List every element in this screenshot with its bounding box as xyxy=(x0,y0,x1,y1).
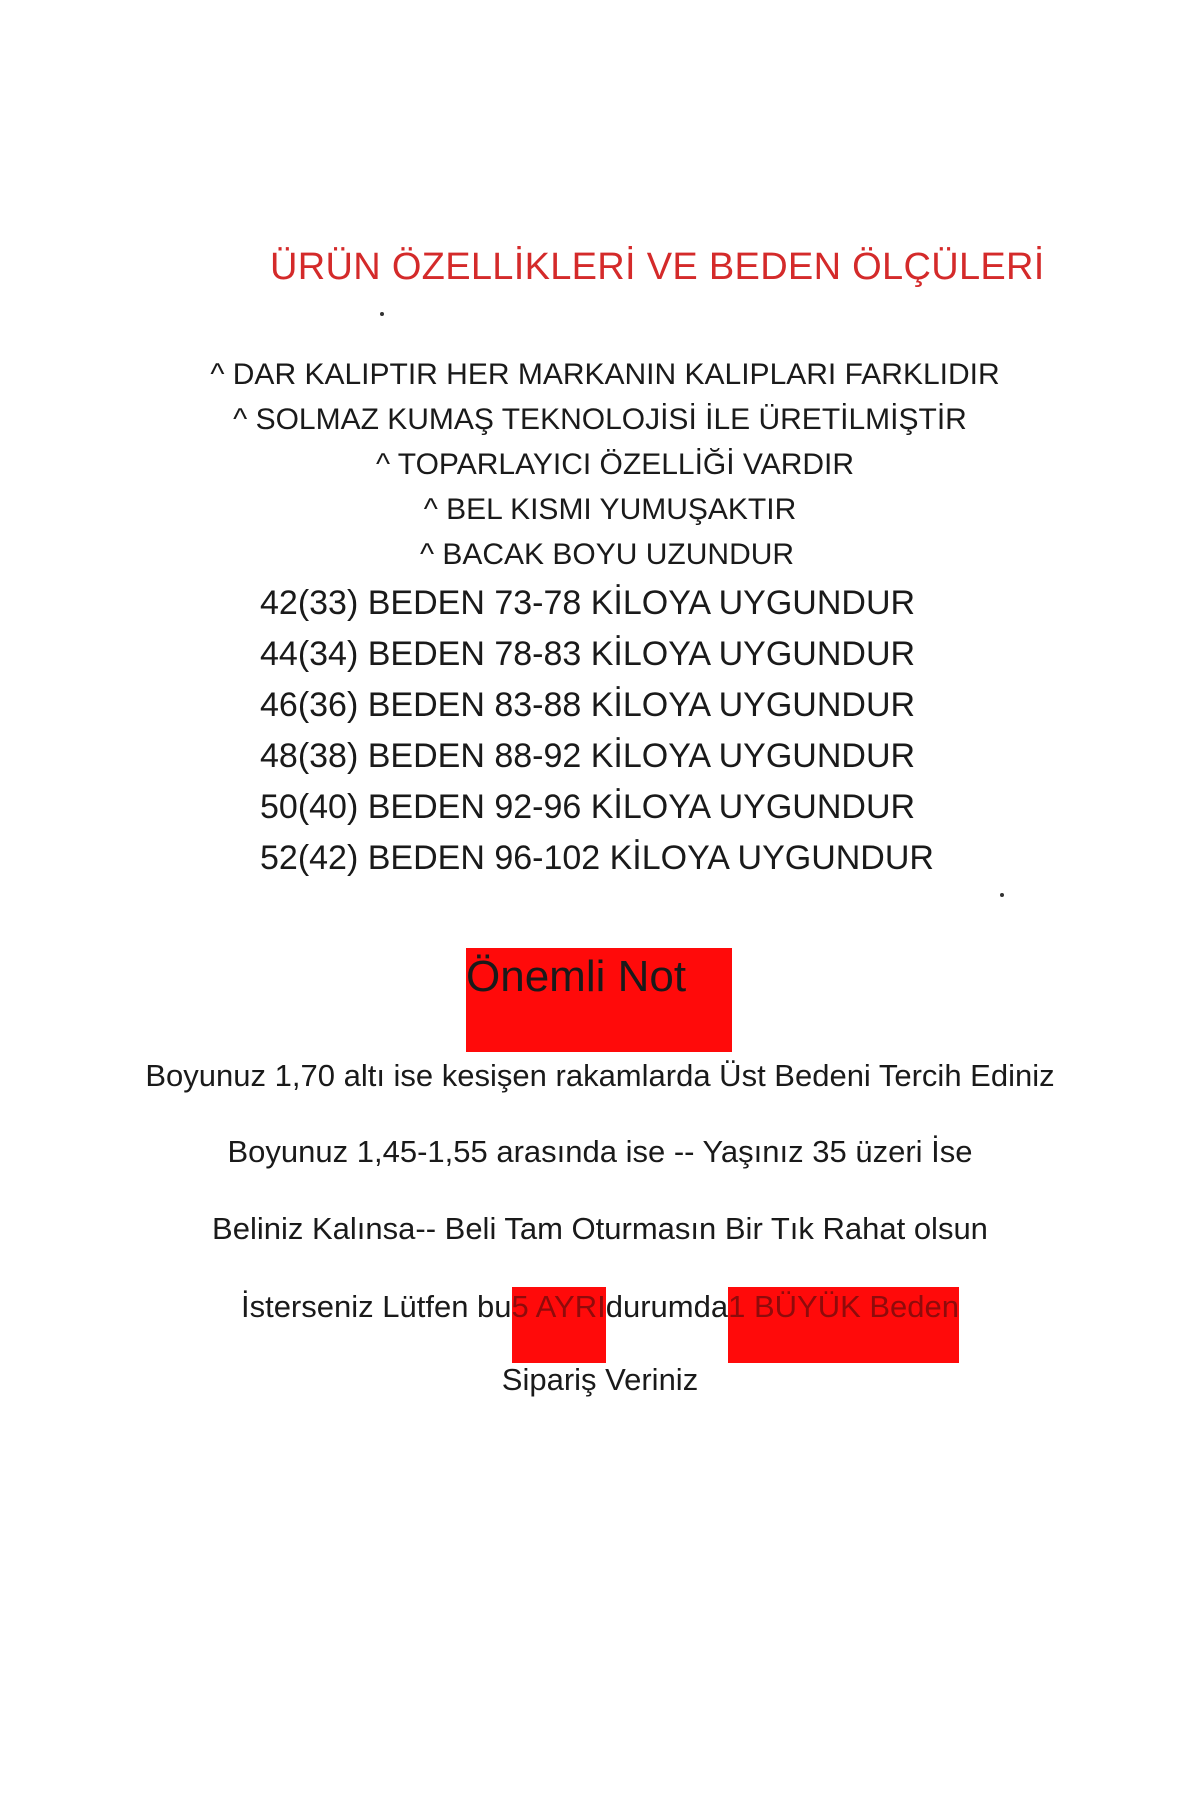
note-line-5: Sipariş Veriniz xyxy=(501,1362,699,1397)
decorative-dot xyxy=(380,312,384,316)
size-row: 48(38) BEDEN 88-92 KİLOYA UYGUNDUR xyxy=(260,737,916,775)
note-line-2: Boyunuz 1,45-1,55 arasında ise -- Yaşınız 35 üzeri İse xyxy=(227,1134,973,1169)
feature-item: ^ BACAK BOYU UZUNDUR xyxy=(419,538,795,571)
feature-item: ^ BEL KISMI YUMUŞAKTIR xyxy=(423,493,797,526)
size-row: 46(36) BEDEN 83-88 KİLOYA UYGUNDUR xyxy=(260,686,916,724)
feature-list xyxy=(0,352,1200,577)
feature-item: ^ TOPARLAYICI ÖZELLİĞİ VARDIR xyxy=(375,448,855,481)
note-line-1: Boyunuz 1,70 altı ise kesişen rakamlarda Üst Bedeni Tercih Ediniz xyxy=(145,1058,1055,1093)
page-title: ÜRÜN ÖZELLİKLERİ VE BEDEN ÖLÇÜLERİ xyxy=(270,246,1045,288)
highlight-separate: 5 AYRI xyxy=(512,1287,606,1363)
feature-item: ^ SOLMAZ KUMAŞ TEKNOLOJİSİ İLE ÜRETİLMİŞTİR xyxy=(233,403,967,436)
note-line-4-middle: durumda xyxy=(605,1289,729,1324)
size-chart xyxy=(260,578,1020,884)
feature-item: ^ DAR KALIPTIR HER MARKANIN KALIPLARI FARKLIDIR xyxy=(210,358,1000,391)
note-line-3: Beliniz Kalınsa-- Beli Tam Oturmasın Bir Tık Rahat olsun xyxy=(212,1211,988,1246)
note-line-4-prefix: İsterseniz Lütfen bu xyxy=(240,1289,512,1324)
highlight-bigger-size: 1 BÜYÜK Beden xyxy=(728,1287,959,1363)
size-row: 52(42) BEDEN 96-102 KİLOYA UYGUNDUR xyxy=(260,839,934,877)
size-row: 50(40) BEDEN 92-96 KİLOYA UYGUNDUR xyxy=(260,788,916,826)
important-note-title: Önemli Not xyxy=(466,952,687,1001)
decorative-dot xyxy=(1000,893,1004,897)
note-line-4 xyxy=(0,1287,1200,1363)
important-note-box xyxy=(466,948,732,1052)
size-row: 44(34) BEDEN 78-83 KİLOYA UYGUNDUR xyxy=(260,635,916,673)
size-row: 42(33) BEDEN 73-78 KİLOYA UYGUNDUR xyxy=(260,584,916,622)
